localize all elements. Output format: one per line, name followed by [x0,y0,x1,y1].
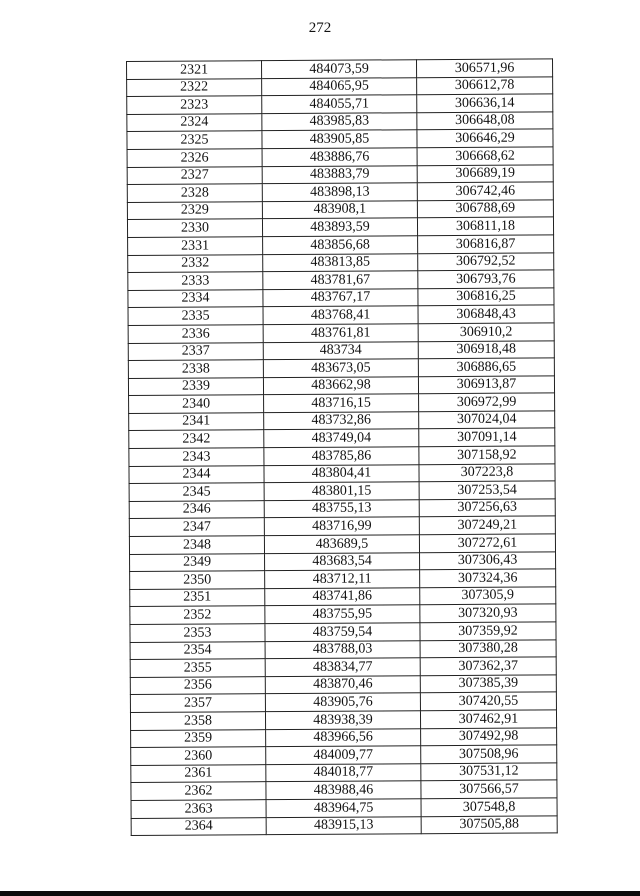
y-coordinate-cell: 307492,98 [421,727,557,745]
table-row [130,587,556,607]
x-coordinate-cell: 483662,98 [263,376,418,395]
x-coordinate-cell: 483985,83 [262,113,417,132]
x-coordinate-cell: 483734 [263,341,418,360]
y-coordinate-cell: 307420,55 [420,692,556,710]
y-coordinate-cell: 306972,99 [419,393,555,411]
table-row [129,393,555,413]
y-coordinate-cell: 306816,87 [418,235,554,253]
y-coordinate-cell: 306668,62 [417,147,553,165]
table-row [131,727,557,747]
x-coordinate-cell: 483741,86 [265,588,420,607]
x-coordinate-cell: 484009,77 [266,746,421,765]
x-coordinate-cell: 484055,71 [262,95,417,114]
point-number-cell: 2333 [128,272,263,290]
x-coordinate-cell: 483905,76 [265,693,420,712]
point-number-cell: 2326 [127,149,262,167]
x-coordinate-cell: 483716,15 [264,394,419,413]
table-row [127,182,553,202]
table-row [129,464,555,484]
x-coordinate-cell: 483755,95 [265,605,420,624]
x-coordinate-cell: 483712,11 [265,570,420,589]
x-coordinate-cell: 484018,77 [266,763,421,782]
point-number-cell: 2357 [130,694,265,712]
table-row [131,745,557,765]
point-number-cell: 2351 [130,588,265,606]
table-row [127,200,553,220]
point-number-cell: 2355 [130,659,265,677]
x-coordinate-cell: 483938,39 [265,711,420,730]
y-coordinate-cell: 306646,29 [417,129,553,147]
y-coordinate-cell: 306636,14 [417,94,553,112]
y-coordinate-cell: 307462,91 [420,710,556,728]
y-coordinate-cell: 307024,04 [419,411,555,429]
table-row [130,675,556,695]
table-row [129,428,555,448]
table-body [127,59,558,836]
table-row [130,622,556,642]
table-row [127,217,553,237]
y-coordinate-cell: 307249,21 [419,516,555,534]
y-coordinate-cell: 307320,93 [420,604,556,622]
point-number-cell: 2342 [129,430,264,448]
x-coordinate-cell: 483716,99 [264,517,419,536]
y-coordinate-cell: 307505,88 [421,815,557,833]
y-coordinate-cell: 307508,96 [421,745,557,763]
point-number-cell: 2327 [127,166,262,184]
table-row [128,340,554,360]
x-coordinate-cell: 483834,77 [265,658,420,677]
x-coordinate-cell: 483785,86 [264,447,419,466]
table-row [128,270,554,290]
x-coordinate-cell: 483804,41 [264,464,419,483]
y-coordinate-cell: 306571,96 [416,59,552,77]
point-number-cell: 2349 [130,553,265,571]
x-coordinate-cell: 483915,13 [266,816,421,835]
table-row [127,147,553,167]
point-number-cell: 2338 [128,360,263,378]
point-number-cell: 2339 [128,377,263,395]
x-coordinate-cell: 483988,46 [266,781,421,800]
table-row [128,305,554,325]
x-coordinate-cell: 483673,05 [263,359,418,378]
table-row [130,657,556,677]
point-number-cell: 2331 [128,237,263,255]
y-coordinate-cell: 307531,12 [421,763,557,781]
scan-edge [0,891,640,896]
x-coordinate-cell: 483883,79 [262,165,417,184]
point-number-cell: 2345 [129,483,264,501]
y-coordinate-cell: 307158,92 [419,446,555,464]
x-coordinate-cell: 483788,03 [265,640,420,659]
point-number-cell: 2330 [127,219,262,237]
coordinates-table [126,58,558,836]
y-coordinate-cell: 307272,61 [419,534,555,552]
table-row [130,604,556,624]
y-coordinate-cell: 307324,36 [420,569,556,587]
y-coordinate-cell: 306913,87 [418,376,554,394]
point-number-cell: 2334 [128,289,263,307]
point-number-cell: 2348 [129,536,264,554]
x-coordinate-cell: 484065,95 [262,77,417,96]
x-coordinate-cell: 483689,5 [264,535,419,554]
table-row [129,516,555,536]
x-coordinate-cell: 484073,59 [262,60,417,79]
table-row [127,164,553,184]
y-coordinate-cell: 307091,14 [419,428,555,446]
table-row [128,376,554,396]
y-coordinate-cell: 306886,65 [418,358,554,376]
table-row [127,76,553,96]
point-number-cell: 2354 [130,641,265,659]
y-coordinate-cell: 307253,54 [419,481,555,499]
y-coordinate-cell: 306793,76 [418,270,554,288]
point-number-cell: 2323 [127,96,262,114]
y-coordinate-cell: 306689,19 [417,164,553,182]
x-coordinate-cell: 483767,17 [263,288,418,307]
point-number-cell: 2359 [131,729,266,747]
point-number-cell: 2332 [128,254,263,272]
x-coordinate-cell: 483966,56 [266,728,421,747]
y-coordinate-cell: 306816,25 [418,288,554,306]
y-coordinate-cell: 307362,37 [420,657,556,675]
point-number-cell: 2344 [129,465,264,483]
table-row [130,639,556,659]
x-coordinate-cell: 483893,59 [262,218,417,237]
point-number-cell: 2340 [129,395,264,413]
point-number-cell: 2341 [129,413,264,431]
table-row [129,411,555,431]
page-number: 272 [308,20,332,36]
table-row [127,59,553,79]
y-coordinate-cell: 307385,39 [420,675,556,693]
table-row [130,569,556,589]
y-coordinate-cell: 307305,9 [420,587,556,605]
point-number-cell: 2336 [128,325,263,343]
table-row [128,323,554,343]
point-number-cell: 2364 [131,817,266,835]
x-coordinate-cell: 483813,85 [263,253,418,272]
point-number-cell: 2358 [130,712,265,730]
point-number-cell: 2329 [127,201,262,219]
point-number-cell: 2321 [127,61,262,79]
x-coordinate-cell: 483732,86 [264,412,419,431]
x-coordinate-cell: 483749,04 [264,429,419,448]
y-coordinate-cell: 306910,2 [418,323,554,341]
table-row [128,288,554,308]
x-coordinate-cell: 483964,75 [266,799,421,818]
point-number-cell: 2346 [129,501,264,519]
y-coordinate-cell: 306792,52 [418,252,554,270]
point-number-cell: 2347 [129,518,264,536]
table-row [129,481,555,501]
y-coordinate-cell: 307223,8 [419,464,555,482]
x-coordinate-cell: 483856,68 [263,236,418,255]
x-coordinate-cell: 483908,1 [262,200,417,219]
x-coordinate-cell: 483755,13 [264,500,419,519]
table-row [128,252,554,272]
y-coordinate-cell: 306648,08 [417,112,553,130]
point-number-cell: 2352 [130,606,265,624]
y-coordinate-cell: 306848,43 [418,305,554,323]
x-coordinate-cell: 483905,85 [262,130,417,149]
y-coordinate-cell: 306742,46 [417,182,553,200]
y-coordinate-cell: 306811,18 [417,217,553,235]
x-coordinate-cell: 483761,81 [263,324,418,343]
y-coordinate-cell: 306788,69 [417,200,553,218]
y-coordinate-cell: 306918,48 [418,340,554,358]
x-coordinate-cell: 483768,41 [263,306,418,325]
x-coordinate-cell: 483683,54 [265,552,420,571]
table-row [130,710,556,730]
table-row [131,780,557,800]
table-row [131,763,557,783]
table-row [128,358,554,378]
x-coordinate-cell: 483759,54 [265,623,420,642]
y-coordinate-cell: 307306,43 [420,552,556,570]
x-coordinate-cell: 483886,76 [262,148,417,167]
table-row [130,552,556,572]
y-coordinate-cell: 307380,28 [420,639,556,657]
y-coordinate-cell: 307256,63 [419,499,555,517]
point-number-cell: 2328 [127,184,262,202]
table-row [129,499,555,519]
table-row [131,815,557,835]
table-row [130,692,556,712]
point-number-cell: 2335 [128,307,263,325]
x-coordinate-cell: 483781,67 [263,271,418,290]
point-number-cell: 2337 [128,342,263,360]
table-row [127,94,553,114]
x-coordinate-cell: 483870,46 [265,675,420,694]
point-number-cell: 2356 [130,676,265,694]
point-number-cell: 2362 [131,782,266,800]
point-number-cell: 2361 [131,764,266,782]
y-coordinate-cell: 306612,78 [417,76,553,94]
table-row [127,129,553,149]
x-coordinate-cell: 483801,15 [264,482,419,501]
point-number-cell: 2324 [127,113,262,131]
table-row [129,534,555,554]
point-number-cell: 2325 [127,131,262,149]
y-coordinate-cell: 307548,8 [421,798,557,816]
point-number-cell: 2343 [129,448,264,466]
point-number-cell: 2363 [131,800,266,818]
y-coordinate-cell: 307359,92 [420,622,556,640]
point-number-cell: 2360 [131,747,266,765]
table-row [127,112,553,132]
x-coordinate-cell: 483898,13 [262,183,417,202]
point-number-cell: 2350 [130,571,265,589]
point-number-cell: 2353 [130,624,265,642]
table-row [129,446,555,466]
table-row [128,235,554,255]
point-number-cell: 2322 [127,78,262,96]
y-coordinate-cell: 307566,57 [421,780,557,798]
table-row [131,798,557,818]
